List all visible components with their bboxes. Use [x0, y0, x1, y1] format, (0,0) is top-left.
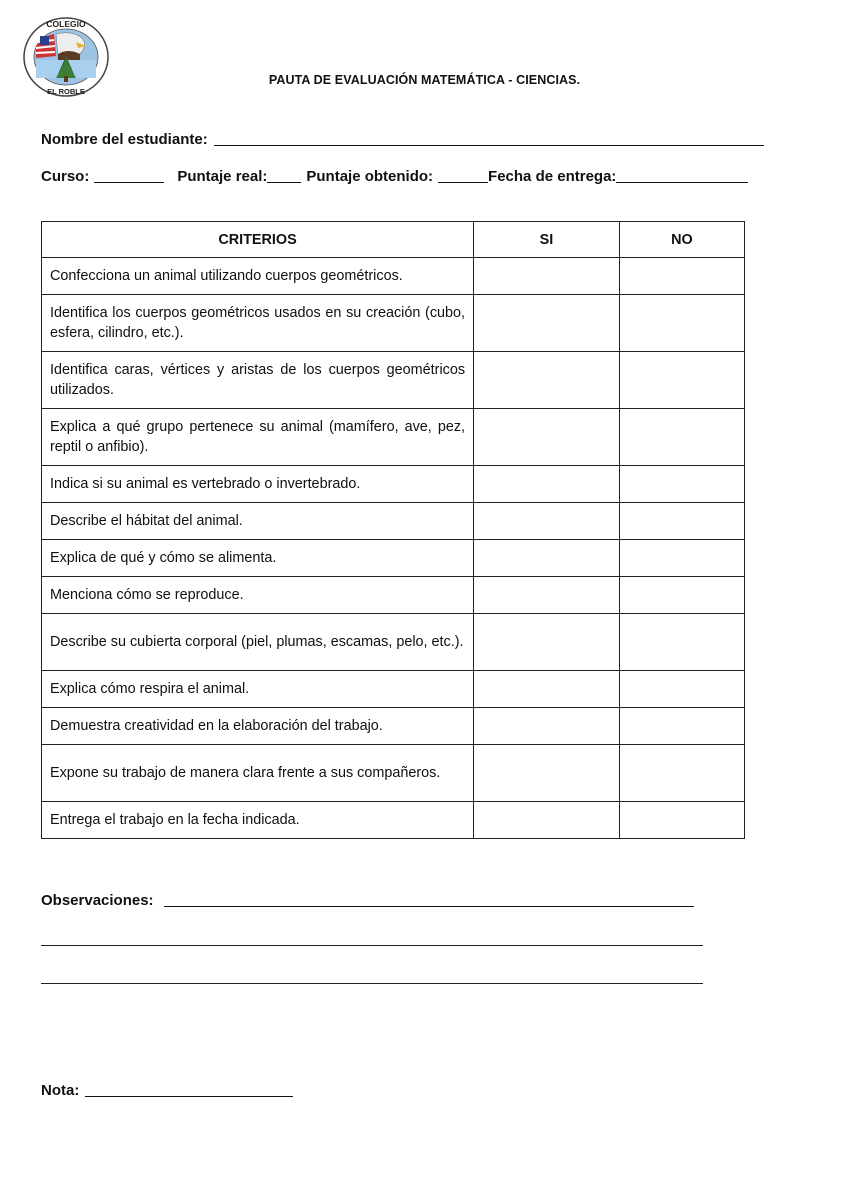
si-cell[interactable] [474, 671, 620, 708]
table-row [42, 577, 745, 614]
table-row [42, 352, 745, 409]
table-row [42, 671, 745, 708]
table-row [42, 503, 745, 540]
logo-top-text: COLEGIO [46, 19, 86, 29]
si-cell[interactable] [474, 258, 620, 295]
due-date-label: Fecha de entrega: [488, 168, 617, 185]
obtained-score-label: Puntaje obtenido: [306, 168, 434, 185]
table-row [42, 295, 745, 352]
table-row [42, 614, 745, 671]
criterion-text: Confecciona un animal utilizando cuerpos geométricos. [42, 258, 474, 295]
si-cell[interactable] [474, 352, 620, 409]
student-name-row [41, 131, 764, 148]
criterion-text: Expone su trabajo de manera clara frente a sus compañeros. [42, 745, 474, 802]
real-score-label: Puntaje real: [177, 168, 268, 185]
si-cell[interactable] [474, 540, 620, 577]
no-cell[interactable] [619, 745, 744, 802]
no-cell[interactable] [619, 577, 744, 614]
obtained-score-field[interactable] [438, 168, 488, 183]
table-row [42, 802, 745, 839]
header-si: SI [474, 222, 620, 258]
criterion-text: Indica si su animal es vertebrado o invertebrado. [42, 466, 474, 503]
criteria-table [41, 221, 745, 839]
no-cell[interactable] [619, 614, 744, 671]
si-cell[interactable] [474, 745, 620, 802]
no-cell[interactable] [619, 258, 744, 295]
no-cell[interactable] [619, 540, 744, 577]
si-cell[interactable] [474, 503, 620, 540]
no-cell[interactable] [619, 409, 744, 466]
real-score-field[interactable] [267, 168, 301, 183]
si-cell[interactable] [474, 802, 620, 839]
student-name-field[interactable] [214, 131, 764, 146]
criterion-text: Explica cómo respira el animal. [42, 671, 474, 708]
criterion-text: Identifica los cuerpos geométricos usados en su creación (cubo, esfera, cilindro, etc.). [42, 295, 474, 352]
si-cell[interactable] [474, 577, 620, 614]
criterion-text: Menciona cómo se reproduce. [42, 577, 474, 614]
no-cell[interactable] [619, 671, 744, 708]
no-cell[interactable] [619, 466, 744, 503]
criterion-text: Demuestra creatividad en la elaboración del trabajo. [42, 708, 474, 745]
observations-field-1[interactable] [164, 892, 694, 907]
header-criterios: CRITERIOS [42, 222, 474, 258]
observations-field-2[interactable] [41, 945, 703, 946]
table-row [42, 409, 745, 466]
si-cell[interactable] [474, 708, 620, 745]
table-row [42, 540, 745, 577]
no-cell[interactable] [619, 708, 744, 745]
table-row [42, 708, 745, 745]
due-date-field[interactable] [616, 168, 748, 183]
observations-label: Observaciones: [41, 892, 154, 909]
course-field[interactable] [94, 168, 164, 183]
table-row [42, 745, 745, 802]
logo-bottom-text: EL ROBLE [47, 87, 85, 96]
no-cell[interactable] [619, 802, 744, 839]
observations-row [41, 892, 694, 909]
criterion-text: Describe su cubierta corporal (piel, plumas, escamas, pelo, etc.). [42, 614, 474, 671]
si-cell[interactable] [474, 409, 620, 466]
table-header-row [42, 222, 745, 258]
no-cell[interactable] [619, 352, 744, 409]
criterion-text: Identifica caras, vértices y aristas de los cuerpos geométricos utilizados. [42, 352, 474, 409]
no-cell[interactable] [619, 295, 744, 352]
grade-field[interactable] [85, 1082, 293, 1097]
document-title [0, 73, 849, 87]
table-row [42, 466, 745, 503]
grade-row [41, 1082, 293, 1099]
header-no: NO [619, 222, 744, 258]
observations-field-3[interactable] [41, 983, 703, 984]
no-cell[interactable] [619, 503, 744, 540]
criterion-text: Explica de qué y cómo se alimenta. [42, 540, 474, 577]
course-label: Curso: [41, 168, 90, 185]
criterion-text: Explica a qué grupo pertenece su animal (mamífero, ave, pez, reptil o anfibio). [42, 409, 474, 466]
si-cell[interactable] [474, 295, 620, 352]
criterion-text: Describe el hábitat del animal. [42, 503, 474, 540]
title-text: PAUTA DE EVALUACIÓN MATEMÁTICA - CIENCIAS. [268, 73, 581, 87]
student-name-label: Nombre del estudiante: [41, 131, 208, 148]
criterion-text: Entrega el trabajo en la fecha indicada. [42, 802, 474, 839]
table-row [42, 258, 745, 295]
si-cell[interactable] [474, 466, 620, 503]
grade-label: Nota: [41, 1082, 80, 1099]
si-cell[interactable] [474, 614, 620, 671]
info-row [41, 168, 748, 185]
